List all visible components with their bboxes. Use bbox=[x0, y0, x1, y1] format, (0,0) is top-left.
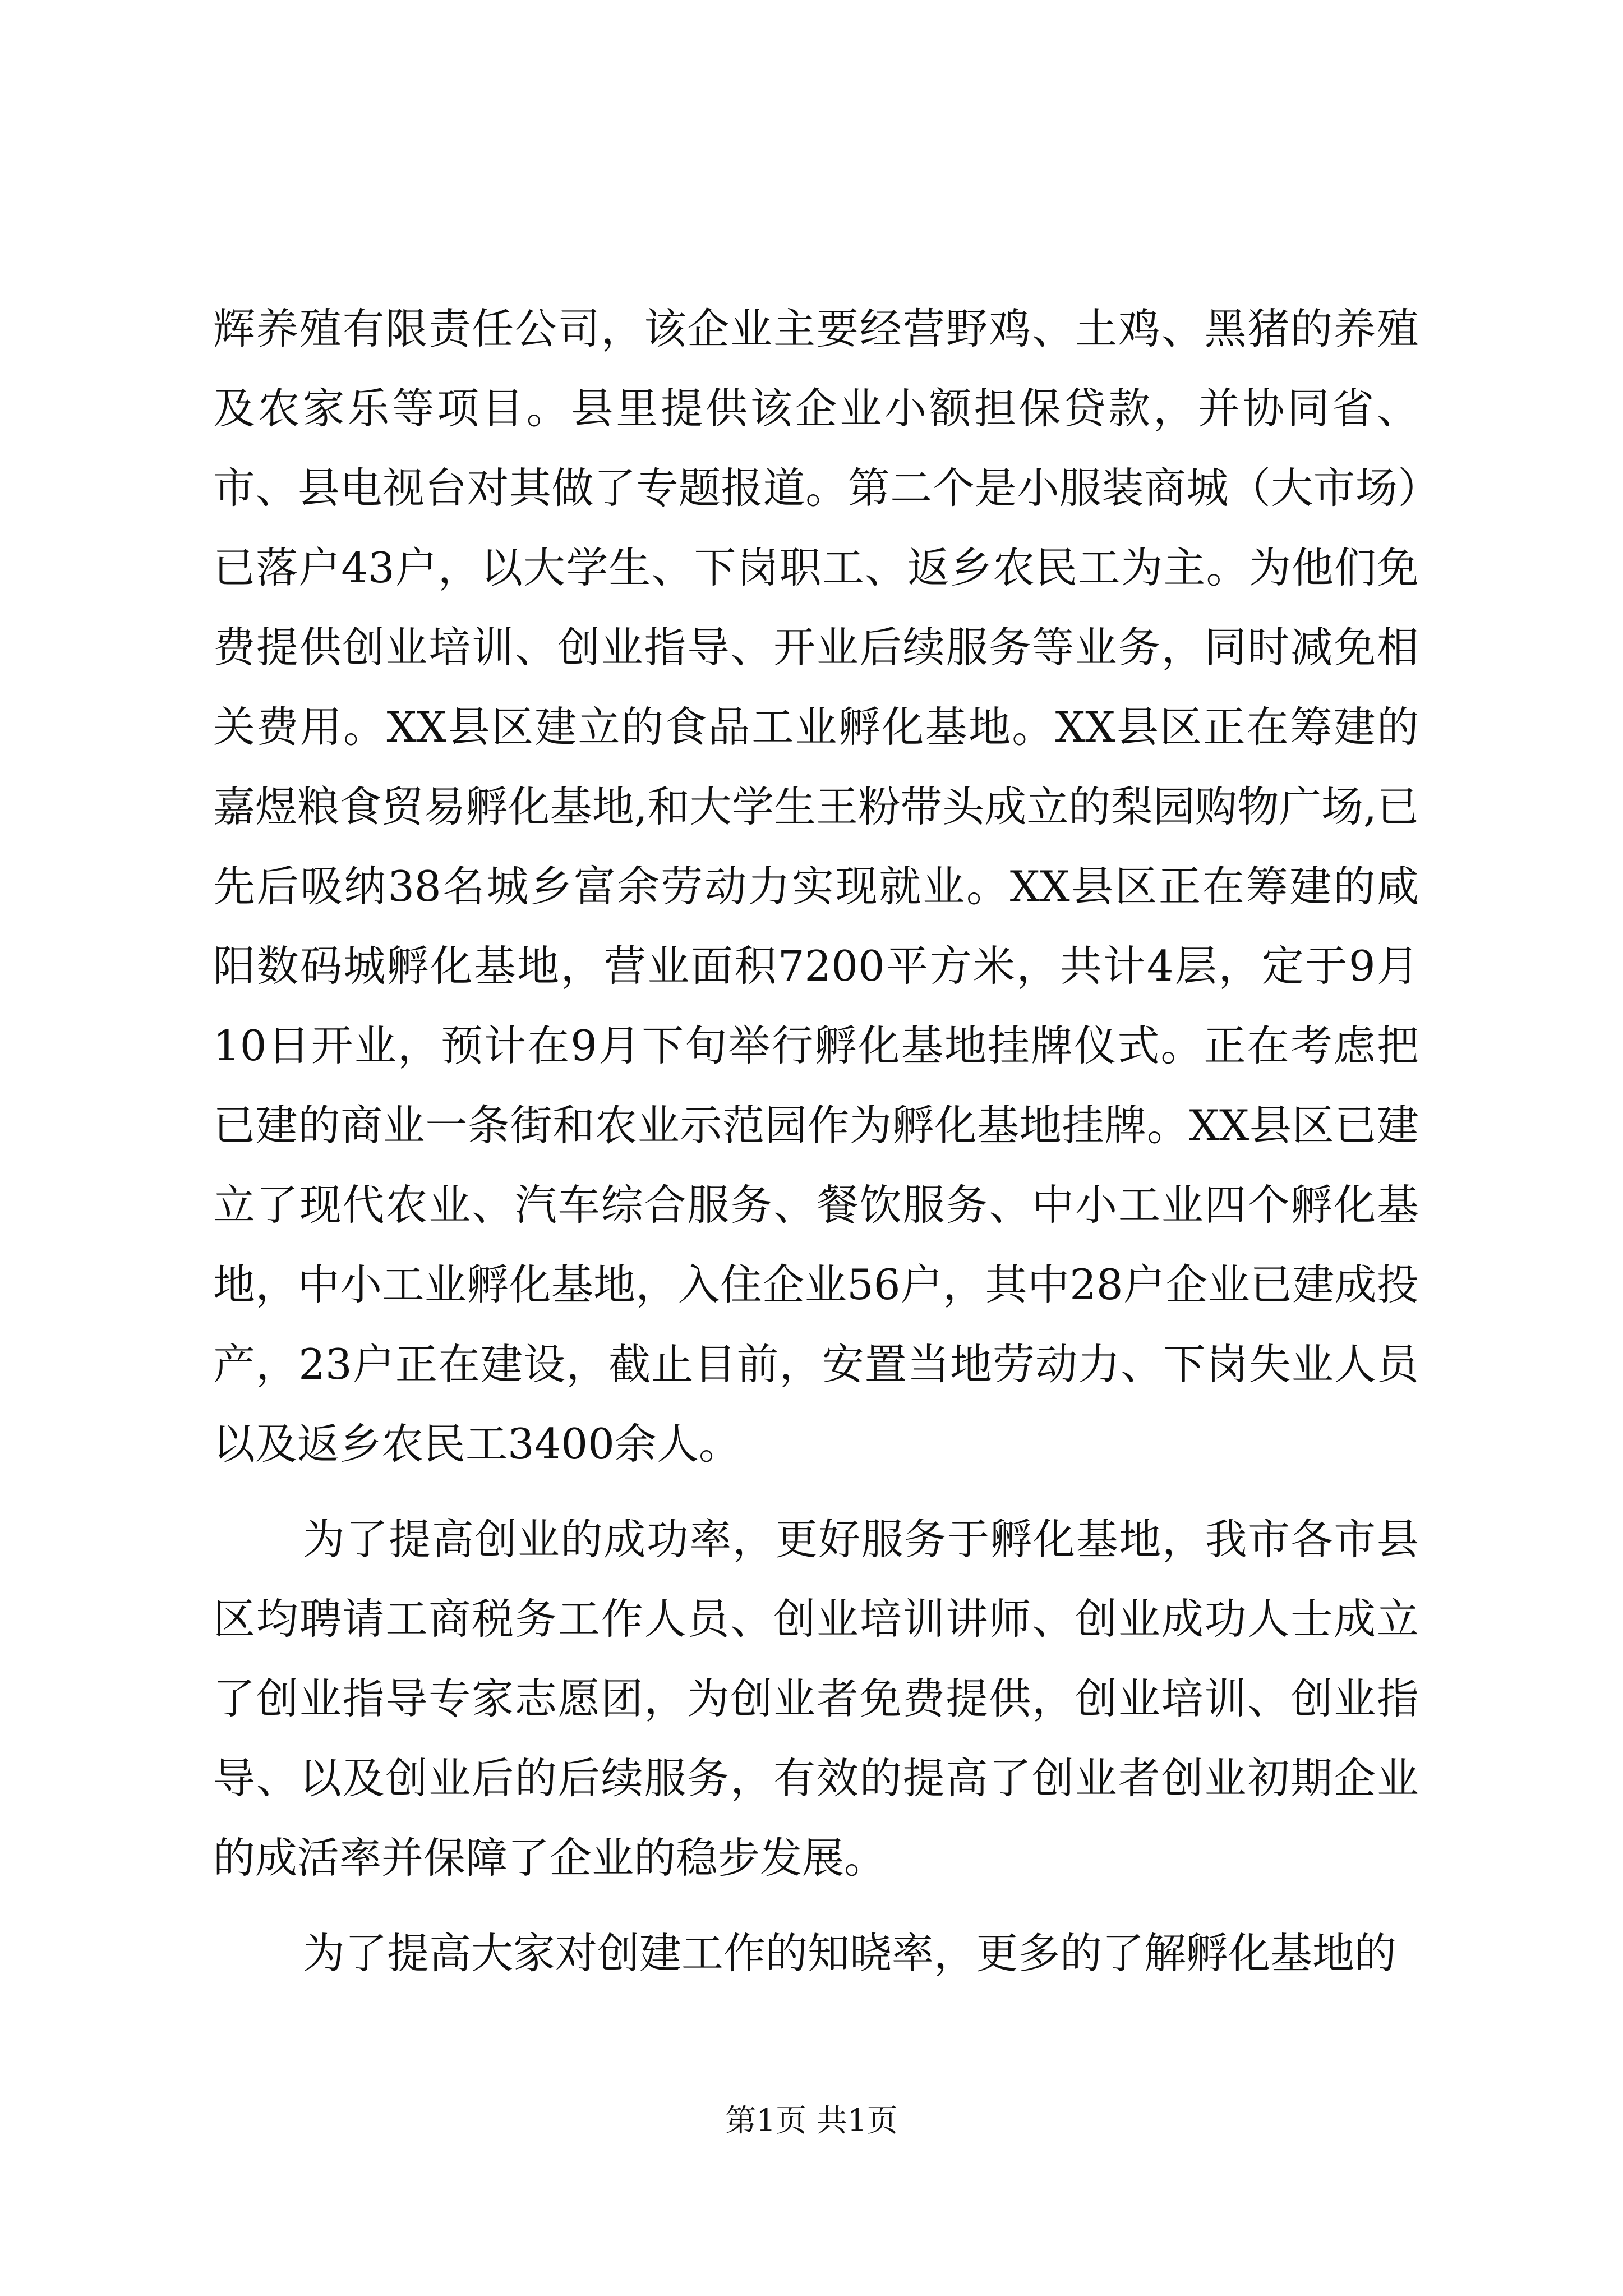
paragraph-1: 辉养殖有限责任公司，该企业主要经营野鸡、土鸡、黑猪的养殖及农家乐等项目。县里提供该企业小额担保贷款，并协同省、市、县电视台对其做了专题报道。第二个是小服装商城（大市场）已落户43户，以大学生、下岗职工、返乡农民工为主。为他们免费提供创业培训、创业指导、开业后续服务等业务，同时减免相关费用。XX县区建立的食品工业孵化基地。XX县区正在筹建的嘉煜粮食贸易孵化基地,和大学生王粉带头成立的梨园购物广场,已先后吸纳38名城乡富余劳动力实现就业。XX县区正在筹建的咸阳数码城孵化基地，营业面积7200平方米，共计4层，定于9月10日开业，预计在9月下旬举行孵化基地挂牌仪式。正在考虑把已建的商业一条街和农业示范园作为孵化基地挂牌。XX县区已建立了现代农业、汽车综合服务、餐饮服务、中小工业四个孵化基地，中小工业孵化基地，入住企业56户，其中28户企业已建成投产，23户正在建设，截止目前，安置当地劳动力、下岗失业人员以及返乡农民工3400余人。 bbox=[213, 304, 1419, 1469]
document-body bbox=[213, 289, 1419, 1993]
paragraph-2: 为了提高创业的成功率，更好服务于孵化基地，我市各市县区均聘请工商税务工作人员、创业培训讲师、创业成功人士成立了创业指导专家志愿团，为创业者免费提供，创业培训、创业指导、以及创业后的后续服务，有效的提高了创业者创业初期企业的成活率并保障了企业的稳步发展。 bbox=[213, 1515, 1419, 1883]
page-footer: 第1页 共1页 bbox=[725, 2102, 898, 2138]
paragraph-3: 为了提高大家对创建工作的知晓率，更多的了解孵化基地的 bbox=[303, 1929, 1397, 1978]
